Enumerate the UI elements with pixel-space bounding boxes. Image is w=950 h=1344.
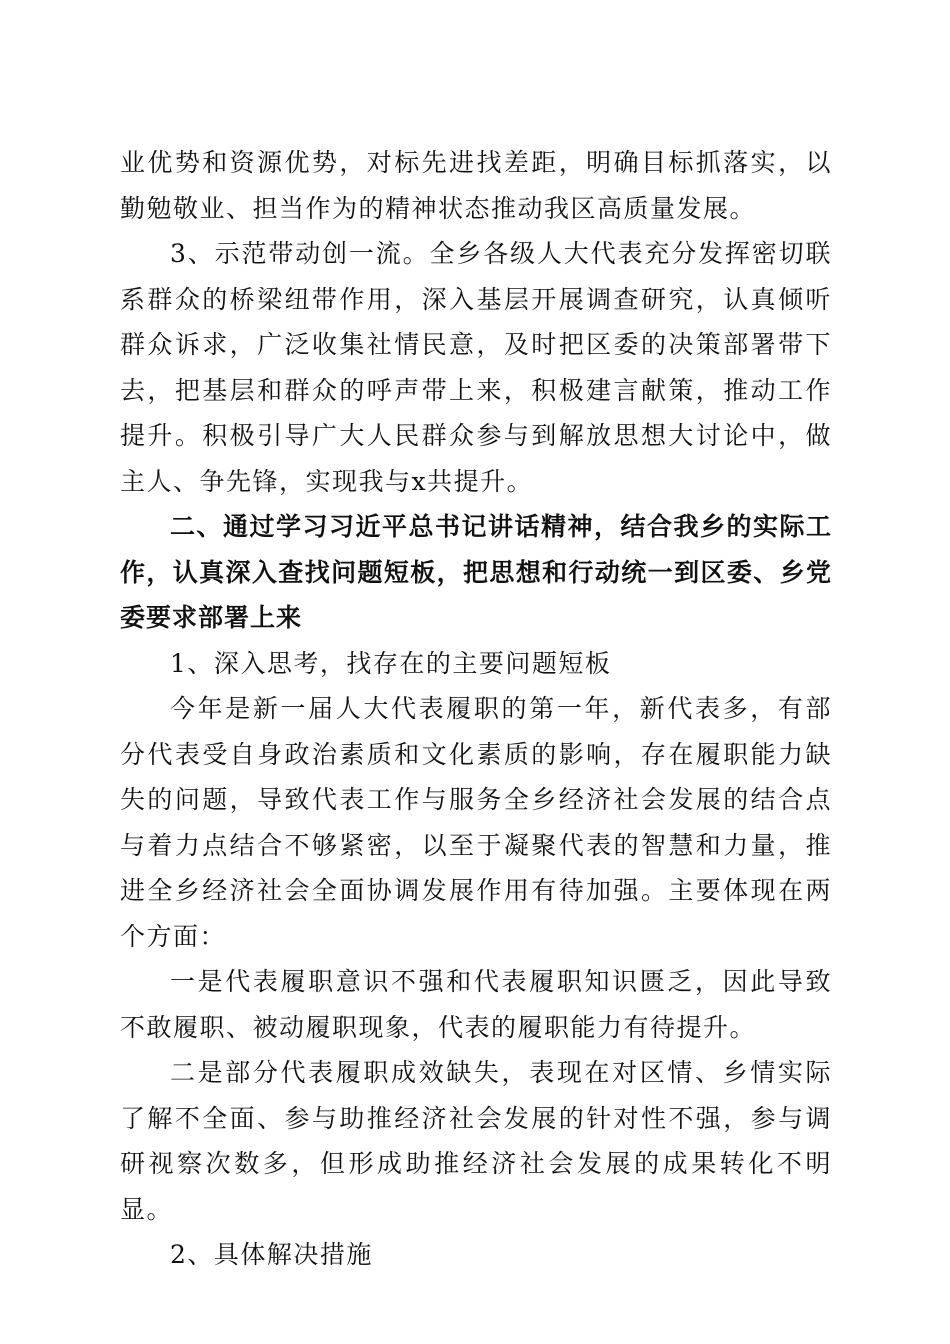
subheading-measures: 2、具体解决措施 xyxy=(170,1240,373,1269)
subheading-problems: 1、深入思考，找存在的主要问题短板 xyxy=(170,648,612,678)
paragraph-continuation: 业优势和资源优势，对标先进找差距，明确目标抓落实，以勤勉敬业、担当作为的精神状态推动我区高质量发展。 xyxy=(120,148,832,223)
section-heading-2: 二、通过学习习近平总书记讲话精神，结合我乡的实际工作，认真深入查找问题短板，把思想和行动统一到区委、乡党委要求部署上来 xyxy=(120,512,832,632)
paragraph-item-3: 3、示范带动创一流。全乡各级人大代表充分发挥密切联系群众的桥梁纽带作用，深入基层开展调查研究，认真倾听群众诉求，广泛收集社情民意，及时把区委的决策部署带下去，把基层和群众的呼声带上来，积极建言献策，推动工作提升。积极引导广大人民群众参与到解放思想大讨论中，做主人、争先锋，实现我与x共提升。 xyxy=(120,239,832,496)
paragraph-problem-overview: 今年是新一届人大代表履职的第一年，新代表多，有部分代表受自身政治素质和文化素质的影响，存在履职能力缺失的问题，导致代表工作与服务全乡经济社会发展的结合点与着力点结合不够紧密，以至于凝聚代表的智慧和力量，推进全乡经济社会全面协调发展作用有待加强。主要体现在两个方面： xyxy=(120,694,832,951)
document-body xyxy=(120,140,832,1278)
paragraph-problem-one: 一是代表履职意识不强和代表履职知识匮乏，因此导致不敢履职、被动履职现象，代表的履职能力有待提升。 xyxy=(120,967,832,1042)
paragraph-problem-two: 二是部分代表履职成效缺失，表现在对区情、乡情实际了解不全面、参与助推经济社会发展的针对性不强，参与调研视察次数多，但形成助推经济社会发展的成果转化不明显。 xyxy=(120,1058,832,1224)
